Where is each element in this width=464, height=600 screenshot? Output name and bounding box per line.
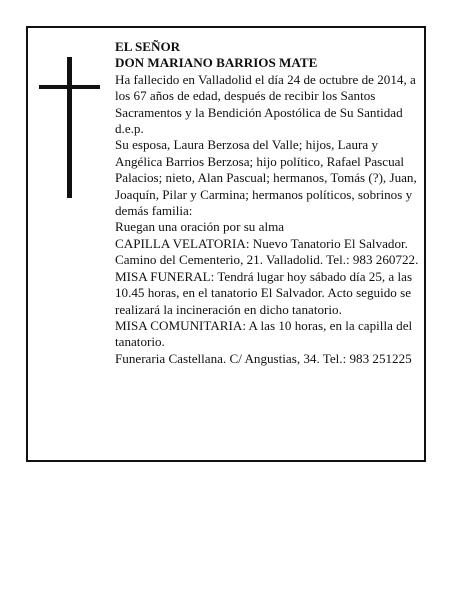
obituary-text	[115, 39, 425, 367]
deceased-name: DON MARIANO BARRIOS MATE	[115, 55, 318, 71]
cross-horizontal-bar	[39, 85, 100, 89]
obituary-notice	[26, 26, 426, 462]
funeral-home-info: Funeraria Castellana. C/ Angustias, 34. Tel.: 983 251225	[115, 350, 412, 366]
cross-vertical-bar	[67, 57, 72, 198]
community-mass-info: MISA COMUNITARIA: A las 10 horas, en la capilla del tanatorio.	[115, 317, 413, 350]
prayer-request: Ruegan una oración por su alma	[115, 219, 285, 235]
family-list: Su esposa, Laura Berzosa del Valle; hijos, Laura y Angélica Barrios Berzosa; hijo político, Rafael Pascual Palacios; nieto, Alan Pascual; hermanos, Tomás (?), Juan, Joaquín, Pilar y Carmina; hermanos políticos, sobrinos y demás familia:	[115, 137, 417, 219]
funeral-mass-info: MISA FUNERAL: Tendrá lugar hoy sábado día 25, a las 10.45 horas, en el tanatorio El Salvador. Acto seguido se realizará la incineración en dicho tanatorio.	[115, 268, 413, 317]
title-line-1: EL SEÑOR	[115, 39, 181, 54]
death-announcement: Ha fallecido en Valladolid el día 24 de octubre de 2014, a los 67 años de edad, después de recibir los Santos Sacramentos y la Bendición Apostólica de Su Santidad d.e.p.	[115, 71, 416, 137]
chapel-info: CAPILLA VELATORIA: Nuevo Tanatorio El Salvador. Camino del Cementerio, 21. Valladolid. Tel.: 983 260722.	[115, 235, 419, 268]
